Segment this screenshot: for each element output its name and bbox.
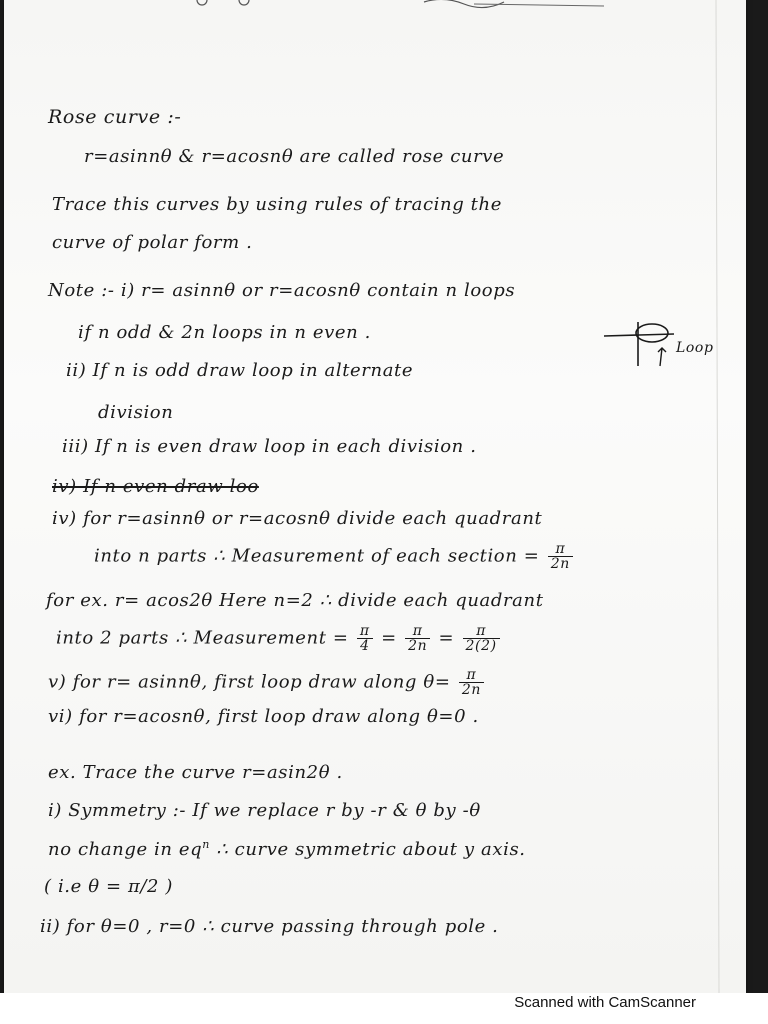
text-line: iv) for r=asinnθ or r=acosnθ divide each quadrant xyxy=(52,508,543,529)
equals-sign: = xyxy=(381,627,397,649)
text-segment: ∴ curve symmetric about y axis. xyxy=(209,839,526,860)
text-line-symmetric xyxy=(48,838,526,860)
text-line: i) Symmetry :- If we replace r by -r & θ by -θ xyxy=(48,800,481,821)
fraction-pi-over-2n xyxy=(459,668,484,697)
text-line: ( i.e θ = π/2 ) xyxy=(44,876,174,897)
fraction-numerator: π xyxy=(463,624,500,639)
text-line: Trace this curves by using rules of tracing the xyxy=(52,194,502,215)
notebook-sheet xyxy=(4,0,746,993)
fraction-numerator: π xyxy=(548,542,573,557)
text-line: ii) for θ=0 , r=0 ∴ curve passing through pole . xyxy=(40,916,499,937)
fraction-pi-over-4 xyxy=(357,624,373,653)
text-segment: into 2 parts ∴ Measurement = xyxy=(56,627,349,649)
scanner-watermark: Scanned with CamScanner xyxy=(514,994,696,1011)
text-line: ii) If n is odd draw loop in alternate xyxy=(66,360,414,381)
text-line: if n odd & 2n loops in n even . xyxy=(78,322,371,343)
text-line: iii) If n is even draw loop in each division . xyxy=(62,436,477,457)
fraction-numerator: π xyxy=(357,624,373,639)
text-line: r=asinnθ & r=acosnθ are called rose curve xyxy=(84,146,505,167)
text-line: curve of polar form . xyxy=(52,232,253,253)
text-line-measurement xyxy=(56,624,502,653)
fraction-pi-over-2-2 xyxy=(463,624,500,653)
text-line-first-loop xyxy=(48,668,486,697)
text-line-section-measure xyxy=(94,542,575,571)
fraction-numerator: π xyxy=(459,668,484,683)
fraction-numerator: π xyxy=(405,624,430,639)
fraction-pi-over-2n xyxy=(548,542,573,571)
text-line: vi) for r=acosnθ, first loop draw along θ=0 . xyxy=(48,706,479,727)
fraction-denominator: 4 xyxy=(360,638,370,654)
fraction-denominator: 2n xyxy=(550,556,570,572)
text-line: Note :- i) r= asinnθ or r=acosnθ contain n loops xyxy=(48,280,516,301)
struck-text-line: iv) If n even draw loo xyxy=(52,476,259,497)
text-segment: no change in eq xyxy=(48,839,203,860)
equals-sign: = xyxy=(438,627,455,649)
text-segment: v) for r= asinnθ, first loop draw along θ= xyxy=(48,671,451,693)
fraction-denominator: 2n xyxy=(408,638,428,654)
text-line: ex. Trace the curve r=asin2θ . xyxy=(48,762,343,783)
text-segment: into n parts ∴ Measurement of each section = xyxy=(94,545,540,567)
fraction-denominator: 2(2) xyxy=(465,638,497,654)
loop-label: Loop xyxy=(676,340,714,356)
fraction-denominator: 2n xyxy=(461,682,481,698)
superscript: n xyxy=(202,838,210,851)
heading-rose-curve: Rose curve :- xyxy=(48,106,182,128)
text-line: division xyxy=(98,402,174,423)
fraction-pi-over-2n xyxy=(405,624,430,653)
top-edge-marks xyxy=(174,0,604,14)
text-line: for ex. r= acos2θ Here n=2 ∴ divide each quadrant xyxy=(46,590,544,611)
